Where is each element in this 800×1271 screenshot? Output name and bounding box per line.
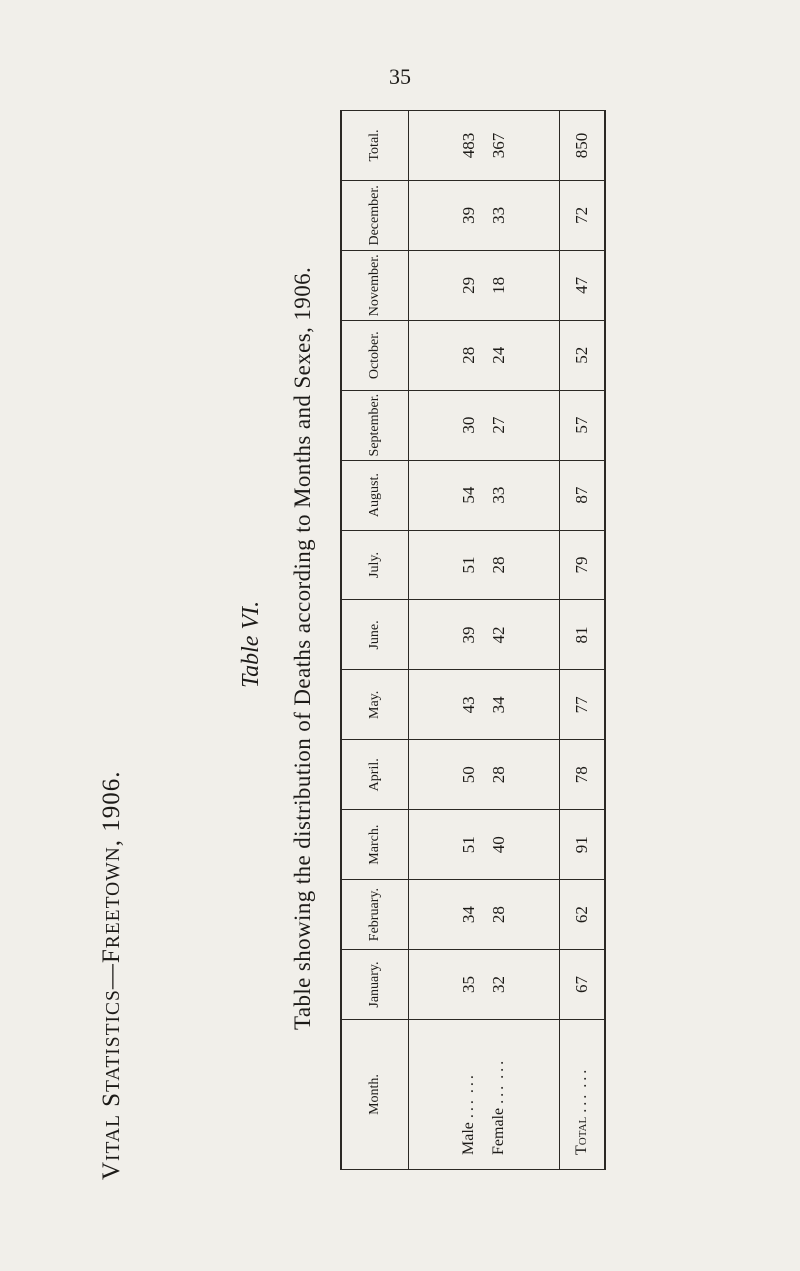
cell-july (409, 530, 560, 600)
female-value: 28 (489, 556, 508, 574)
male-value: 34 (459, 906, 478, 924)
column-header-september: September. (341, 390, 409, 460)
cell-april (409, 740, 560, 810)
column-header-august: August. (341, 460, 409, 530)
male-value: 54 (459, 486, 478, 504)
table-row-male-female (409, 111, 560, 1170)
total-january: 67 (560, 950, 606, 1020)
male-value: 483 (459, 132, 478, 159)
row-label-female: Female (490, 1107, 507, 1155)
cell-june (409, 600, 560, 670)
total-june: 81 (560, 600, 606, 670)
row-labels-cell: Male ... ... Female ... ... (409, 1020, 560, 1170)
total-july: 79 (560, 530, 606, 600)
cell-january (409, 950, 560, 1020)
column-header-june: June. (341, 600, 409, 670)
deaths-table-wrapper (340, 110, 600, 1170)
total-november: 47 (560, 250, 606, 320)
male-value: 51 (459, 556, 478, 574)
deaths-by-month-table (340, 110, 606, 1170)
total-may: 77 (560, 670, 606, 740)
cell-december (409, 180, 560, 250)
male-value: 29 (459, 276, 478, 294)
cell-october (409, 320, 560, 390)
male-value: 51 (459, 836, 478, 854)
cell-february (409, 880, 560, 950)
column-header-january: January. (341, 950, 409, 1020)
total-october: 52 (560, 320, 606, 390)
male-value: 43 (459, 696, 478, 714)
column-header-february: February. (341, 880, 409, 950)
male-value: 50 (459, 766, 478, 784)
column-header-december: December. (341, 180, 409, 250)
female-value: 27 (489, 416, 508, 434)
female-value: 32 (489, 976, 508, 994)
male-value: 35 (459, 976, 478, 994)
column-header-may: May. (341, 670, 409, 740)
column-header-july: July. (341, 530, 409, 600)
total-march: 91 (560, 810, 606, 880)
male-value: 28 (459, 346, 478, 364)
column-header-total: Total. (341, 111, 409, 181)
female-value: 34 (489, 696, 508, 714)
male-value: 39 (459, 626, 478, 644)
cell-march (409, 810, 560, 880)
female-value: 33 (489, 206, 508, 224)
cell-may (409, 670, 560, 740)
column-header-november: November. (341, 250, 409, 320)
total-december: 72 (560, 180, 606, 250)
cell-november (409, 250, 560, 320)
table-header-row (341, 111, 409, 1170)
female-value: 40 (489, 836, 508, 854)
running-head: VITAL STATISTICS—FREETOWN, 1906. (98, 770, 125, 1180)
total-april: 78 (560, 740, 606, 810)
female-value: 24 (489, 346, 508, 364)
female-value: 28 (489, 766, 508, 784)
table-title: Table showing the distribution of Deaths according to Months and Sexes, 1906. (290, 266, 315, 1030)
table-label: Table VI. (238, 600, 264, 688)
male-value: 30 (459, 416, 478, 434)
female-value: 28 (489, 906, 508, 924)
cell-total (409, 111, 560, 181)
row-label-total: Total (573, 1116, 590, 1155)
total-august: 87 (560, 460, 606, 530)
table-row-total (560, 111, 606, 1170)
row-label-total-cell: Total ... ... (560, 1020, 606, 1170)
cell-september (409, 390, 560, 460)
row-label-male: Male (460, 1122, 477, 1155)
female-value: 42 (489, 626, 508, 644)
total-total: 850 (560, 111, 606, 181)
total-september: 57 (560, 390, 606, 460)
female-value: 367 (489, 132, 508, 159)
cell-august (409, 460, 560, 530)
column-header-month: Month. (341, 1020, 409, 1170)
column-header-october: October. (341, 320, 409, 390)
page-number: 35 (389, 64, 411, 89)
column-header-march: March. (341, 810, 409, 880)
female-value: 33 (489, 486, 508, 504)
column-header-april: April. (341, 740, 409, 810)
total-february: 62 (560, 880, 606, 950)
male-value: 39 (459, 206, 478, 224)
female-value: 18 (489, 276, 508, 294)
